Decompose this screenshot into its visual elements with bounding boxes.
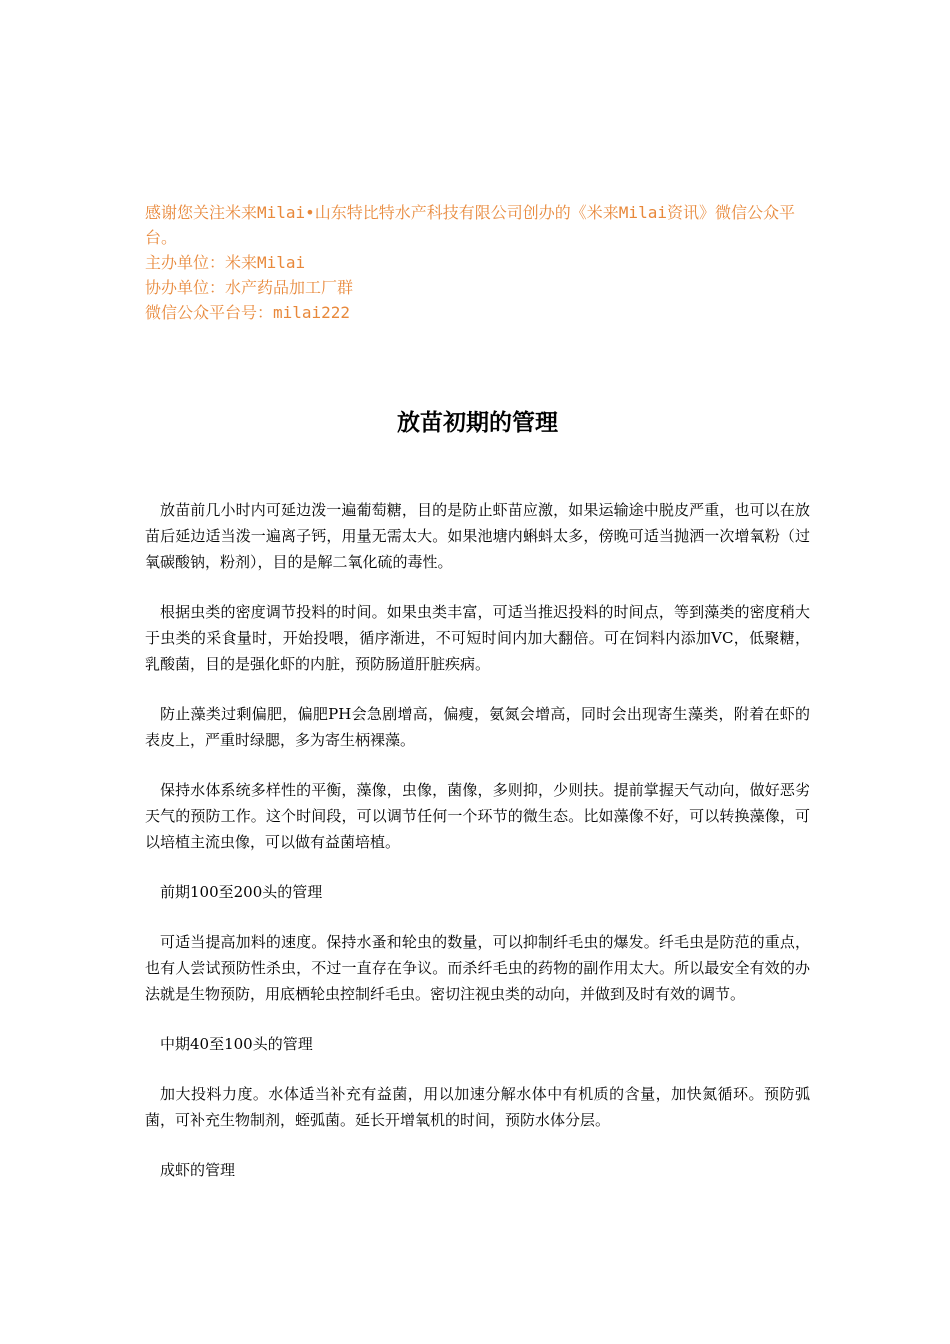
paragraph-6: 加大投料力度。水体适当补充有益菌，用以加速分解水体中有机质的含量，加快氮循环。预防弧菌，可补充生物制剂，蛭弧菌。延长开增氧机的时间，预防水体分层。: [145, 1085, 810, 1129]
intro-wechat-line: 微信公众平台号：milai222: [145, 303, 351, 322]
section-heading-middle: 中期40至100头的管理: [160, 1035, 313, 1053]
paragraph-2: 根据虫类的密度调节投料的时间。如果虫类丰富，可适当推迟投料的时间点，等到藻类的密度稍大于虫类的采食量时，开始投喂，循序渐进，不可短时间内加大翻倍。可在饲料内添加VC，低聚糖，乳酸菌，目的是强化虾的内脏，预防肠道肝脏疾病。: [145, 603, 810, 673]
paragraph-3: 防止藻类过剩偏肥，偏肥PH会急剧增高，偏瘦，氨氮会增高，同时会出现寄生藻类，附着在虾的表皮上，严重时绿腮，多为寄生柄裸藻。: [145, 705, 810, 749]
intro-cohost-line: 协办单位：水产药品加工厂群: [145, 278, 354, 297]
section-heading-early: 前期100至200头的管理: [160, 883, 323, 901]
intro-block: [145, 200, 810, 325]
paragraph-1: 放苗前几小时内可延边泼一遍葡萄糖，目的是防止虾苗应激，如果运输途中脱皮严重，也可以在放苗后延边适当泼一遍离子钙，用量无需太大。如果池塘内蝌蚪太多，傍晚可适当抛洒一次增氧粉（过氧碳酸钠，粉剂），目的是解二氧化硫的毒性。: [145, 501, 810, 571]
paragraph-4: 保持水体系统多样性的平衡，藻像，虫像，菌像，多则抑，少则扶。提前掌握天气动向，做好恶劣天气的预防工作。这个时间段，可以调节任何一个环节的微生态。比如藻像不好，可以转换藻像，可以培植主流虫像，可以做有益菌培植。: [145, 781, 810, 851]
intro-thanks-line: 感谢您关注米来Milai•山东特比特水产科技有限公司创办的《米来Milai资讯》微信公众平台。: [145, 203, 795, 247]
intro-host-line: 主办单位：米来Milai: [145, 253, 306, 272]
section-heading-adult: 成虾的管理: [160, 1161, 236, 1179]
paragraph-5: 可适当提高加料的速度。保持水蚤和轮虫的数量，可以抑制纤毛虫的爆发。纤毛虫是防范的重点，也有人尝试预防性杀虫，不过一直存在争议。而杀纤毛虫的药物的副作用太大。所以最安全有效的办法就是生物预防，用底栖轮虫控制纤毛虫。密切注视虫类的动向，并做到及时有效的调节。: [145, 933, 810, 1003]
article-body: [145, 497, 810, 1207]
article-title: 放苗初期的管理: [397, 410, 558, 436]
